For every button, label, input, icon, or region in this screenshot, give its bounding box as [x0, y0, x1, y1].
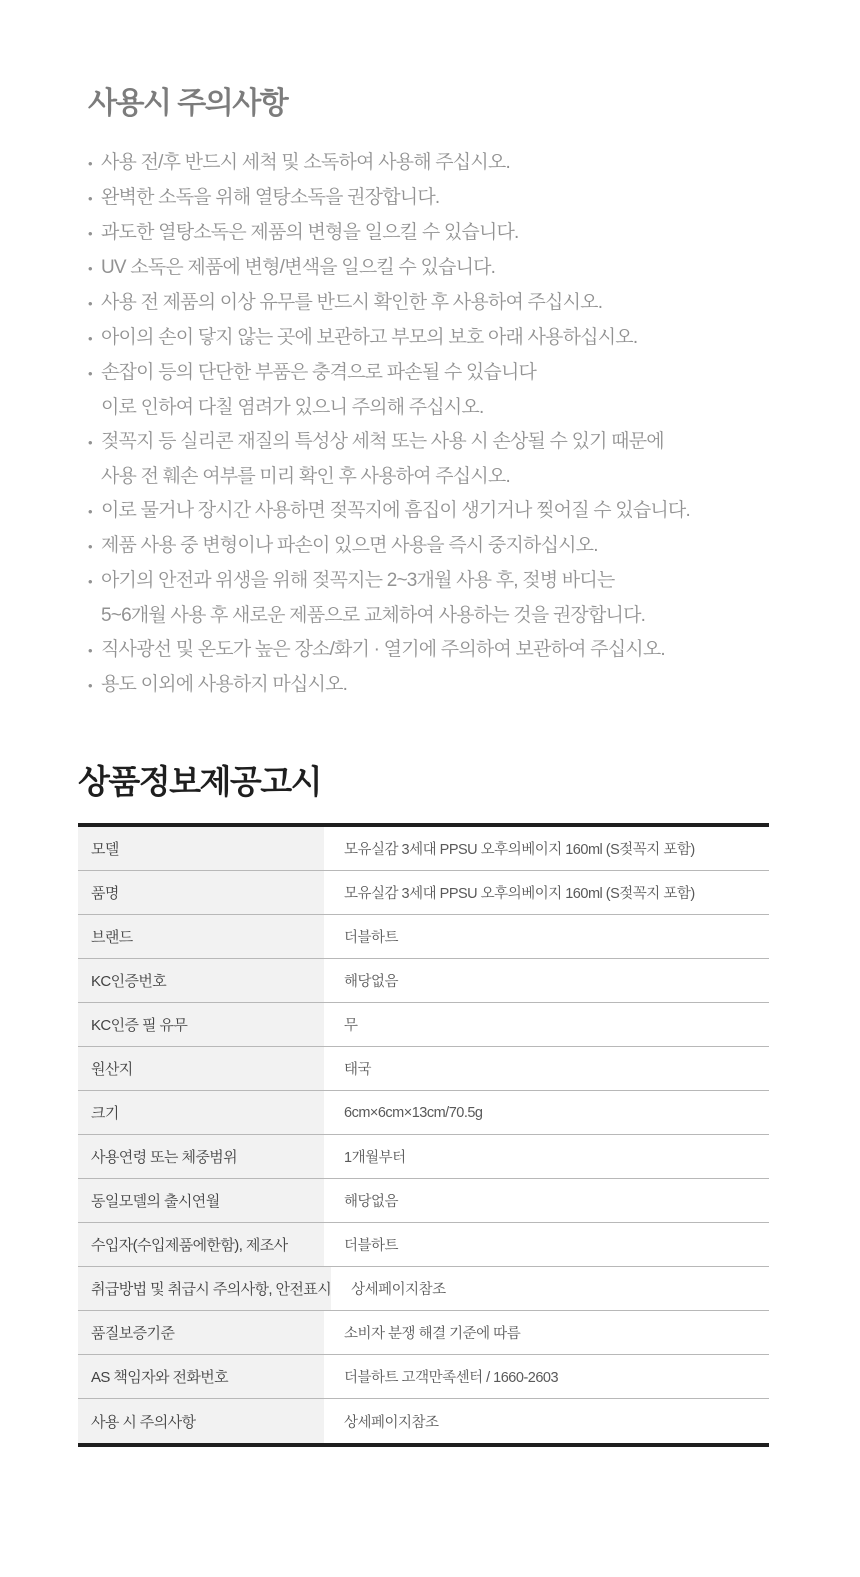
row-value: 해당없음 — [344, 1194, 399, 1210]
bullet-icon: • — [88, 574, 92, 589]
row-label: 품명 — [78, 871, 324, 914]
row-value: 해당없음 — [344, 974, 399, 990]
precaution-text: 손잡이 등의 단단한 부품은 충격으로 파손될 수 있습니다 — [101, 362, 537, 383]
bullet-icon: • — [88, 191, 92, 206]
precautions-title: 사용시 주의사항 — [88, 87, 288, 120]
precaution-line — [88, 494, 800, 529]
row-label: KC인증 필 유무 — [78, 1003, 324, 1046]
precaution-line-continuation — [88, 599, 800, 633]
row-label: 사용연령 또는 체중범위 — [78, 1135, 324, 1178]
bullet-icon: • — [88, 504, 92, 519]
precaution-line — [88, 146, 800, 181]
row-label: KC인증번호 — [78, 959, 324, 1002]
table-row-handling-safety — [78, 1267, 769, 1311]
row-label: 취급방법 및 취급시 주의사항, 안전표시 — [78, 1267, 331, 1310]
precaution-text: 과도한 열탕소독은 제품의 변형을 일으킬 수 있습니다. — [101, 222, 519, 243]
table-row-quality-assurance — [78, 1311, 769, 1355]
precaution-line — [88, 668, 800, 703]
precaution-line — [88, 529, 800, 564]
precaution-line — [88, 181, 800, 216]
precaution-text: 이로 물거나 장시간 사용하면 젖꼭지에 흠집이 생기거나 찢어질 수 있습니다. — [101, 500, 690, 521]
row-value: 무 — [344, 1018, 358, 1034]
precaution-line — [88, 425, 800, 460]
table-row-size — [78, 1091, 769, 1135]
precaution-text: UV 소독은 제품에 변형/변색을 일으킬 수 있습니다. — [101, 257, 496, 278]
row-label: 원산지 — [78, 1047, 324, 1090]
bullet-icon: • — [88, 366, 92, 381]
precaution-line — [88, 564, 800, 599]
precaution-text: 아기의 안전과 위생을 위해 젖꼭지는 2~3개월 사용 후, 젖병 바디는 — [101, 570, 615, 591]
bullet-icon: • — [88, 296, 92, 311]
table-row-kc-cert-number — [78, 959, 769, 1003]
precaution-line — [88, 251, 800, 286]
product-info-title: 상품정보제공고시 — [78, 763, 322, 800]
bullet-icon: • — [88, 435, 92, 450]
table-row-release-date — [78, 1179, 769, 1223]
table-row-kc-cert-required — [78, 1003, 769, 1047]
row-label: 품질보증기준 — [78, 1311, 324, 1354]
precaution-text: 사용 전/후 반드시 세척 및 소독하여 사용해 주십시오. — [101, 152, 510, 173]
precaution-text: 용도 이외에 사용하지 마십시오. — [101, 674, 348, 695]
precaution-text: 제품 사용 중 변형이나 파손이 있으면 사용을 즉시 중지하십시오. — [101, 535, 598, 556]
row-label: 브랜드 — [78, 915, 324, 958]
bullet-icon: • — [88, 678, 92, 693]
precaution-text: 완벽한 소독을 위해 열탕소독을 권장합니다. — [101, 187, 440, 208]
precautions-list — [88, 146, 800, 703]
table-row-importer-manufacturer — [78, 1223, 769, 1267]
precaution-text: 이로 인하여 다칠 염려가 있으니 주의해 주십시오. — [101, 397, 484, 418]
row-value: 더블하트 — [344, 1238, 399, 1254]
precaution-line — [88, 633, 800, 668]
precaution-line — [88, 356, 800, 391]
precaution-text: 사용 전 훼손 여부를 미리 확인 후 사용하여 주십시오. — [101, 466, 510, 487]
row-label: 크기 — [78, 1091, 324, 1134]
product-info-section — [78, 761, 860, 1447]
precaution-line — [88, 286, 800, 321]
row-value: 태국 — [344, 1062, 372, 1078]
bullet-icon: • — [88, 539, 92, 554]
precaution-line — [88, 216, 800, 251]
row-value: 6cm×6cm×13cm/70.5g — [344, 1104, 483, 1121]
precaution-text: 아이의 손이 닿지 않는 곳에 보관하고 부모의 보호 아래 사용하십시오. — [101, 327, 638, 348]
table-row-as-contact — [78, 1355, 769, 1399]
precaution-text: 직사광선 및 온도가 높은 장소/화기 · 열기에 주의하여 보관하여 주십시오. — [101, 639, 665, 660]
row-label: 수입자(수입제품에한함), 제조사 — [78, 1223, 324, 1266]
precaution-line-continuation — [88, 460, 800, 494]
bullet-icon: • — [88, 156, 92, 171]
table-row-usage-precautions — [78, 1399, 769, 1443]
precautions-section — [88, 86, 800, 703]
row-label: 모델 — [78, 827, 324, 870]
table-row-brand — [78, 915, 769, 959]
bullet-icon: • — [88, 643, 92, 658]
bullet-icon: • — [88, 331, 92, 346]
precaution-text: 젖꼭지 등 실리콘 재질의 특성상 세척 또는 사용 시 손상될 수 있기 때문에 — [101, 431, 664, 452]
row-label: 사용 시 주의사항 — [78, 1399, 324, 1443]
row-value: 상세페이지참조 — [351, 1282, 446, 1298]
precaution-line — [88, 321, 800, 356]
row-label: AS 책임자와 전화번호 — [78, 1355, 324, 1398]
precaution-line-continuation — [88, 391, 800, 425]
table-row-age-range — [78, 1135, 769, 1179]
row-value: 더블하트 고객만족센터 / 1660-2603 — [344, 1370, 559, 1386]
bullet-icon: • — [88, 226, 92, 241]
bullet-icon: • — [88, 261, 92, 276]
table-row-model — [78, 827, 769, 871]
row-value: 모유실감 3세대 PPSU 오후의베이지 160ml (S젖꼭지 포함) — [344, 842, 695, 858]
product-info-table — [78, 823, 769, 1447]
row-value: 상세페이지참조 — [344, 1414, 439, 1431]
table-row-product-name — [78, 871, 769, 915]
precaution-text: 5~6개월 사용 후 새로운 제품으로 교체하여 사용하는 것을 권장합니다. — [101, 605, 646, 626]
row-label: 동일모델의 출시연월 — [78, 1179, 324, 1222]
row-value: 1개월부터 — [344, 1150, 406, 1166]
row-value: 소비자 분쟁 해결 기준에 따름 — [344, 1326, 521, 1342]
table-row-origin — [78, 1047, 769, 1091]
precaution-text: 사용 전 제품의 이상 유무를 반드시 확인한 후 사용하여 주십시오. — [101, 292, 603, 313]
row-value: 더블하트 — [344, 930, 399, 946]
row-value: 모유실감 3세대 PPSU 오후의베이지 160ml (S젖꼭지 포함) — [344, 886, 695, 902]
